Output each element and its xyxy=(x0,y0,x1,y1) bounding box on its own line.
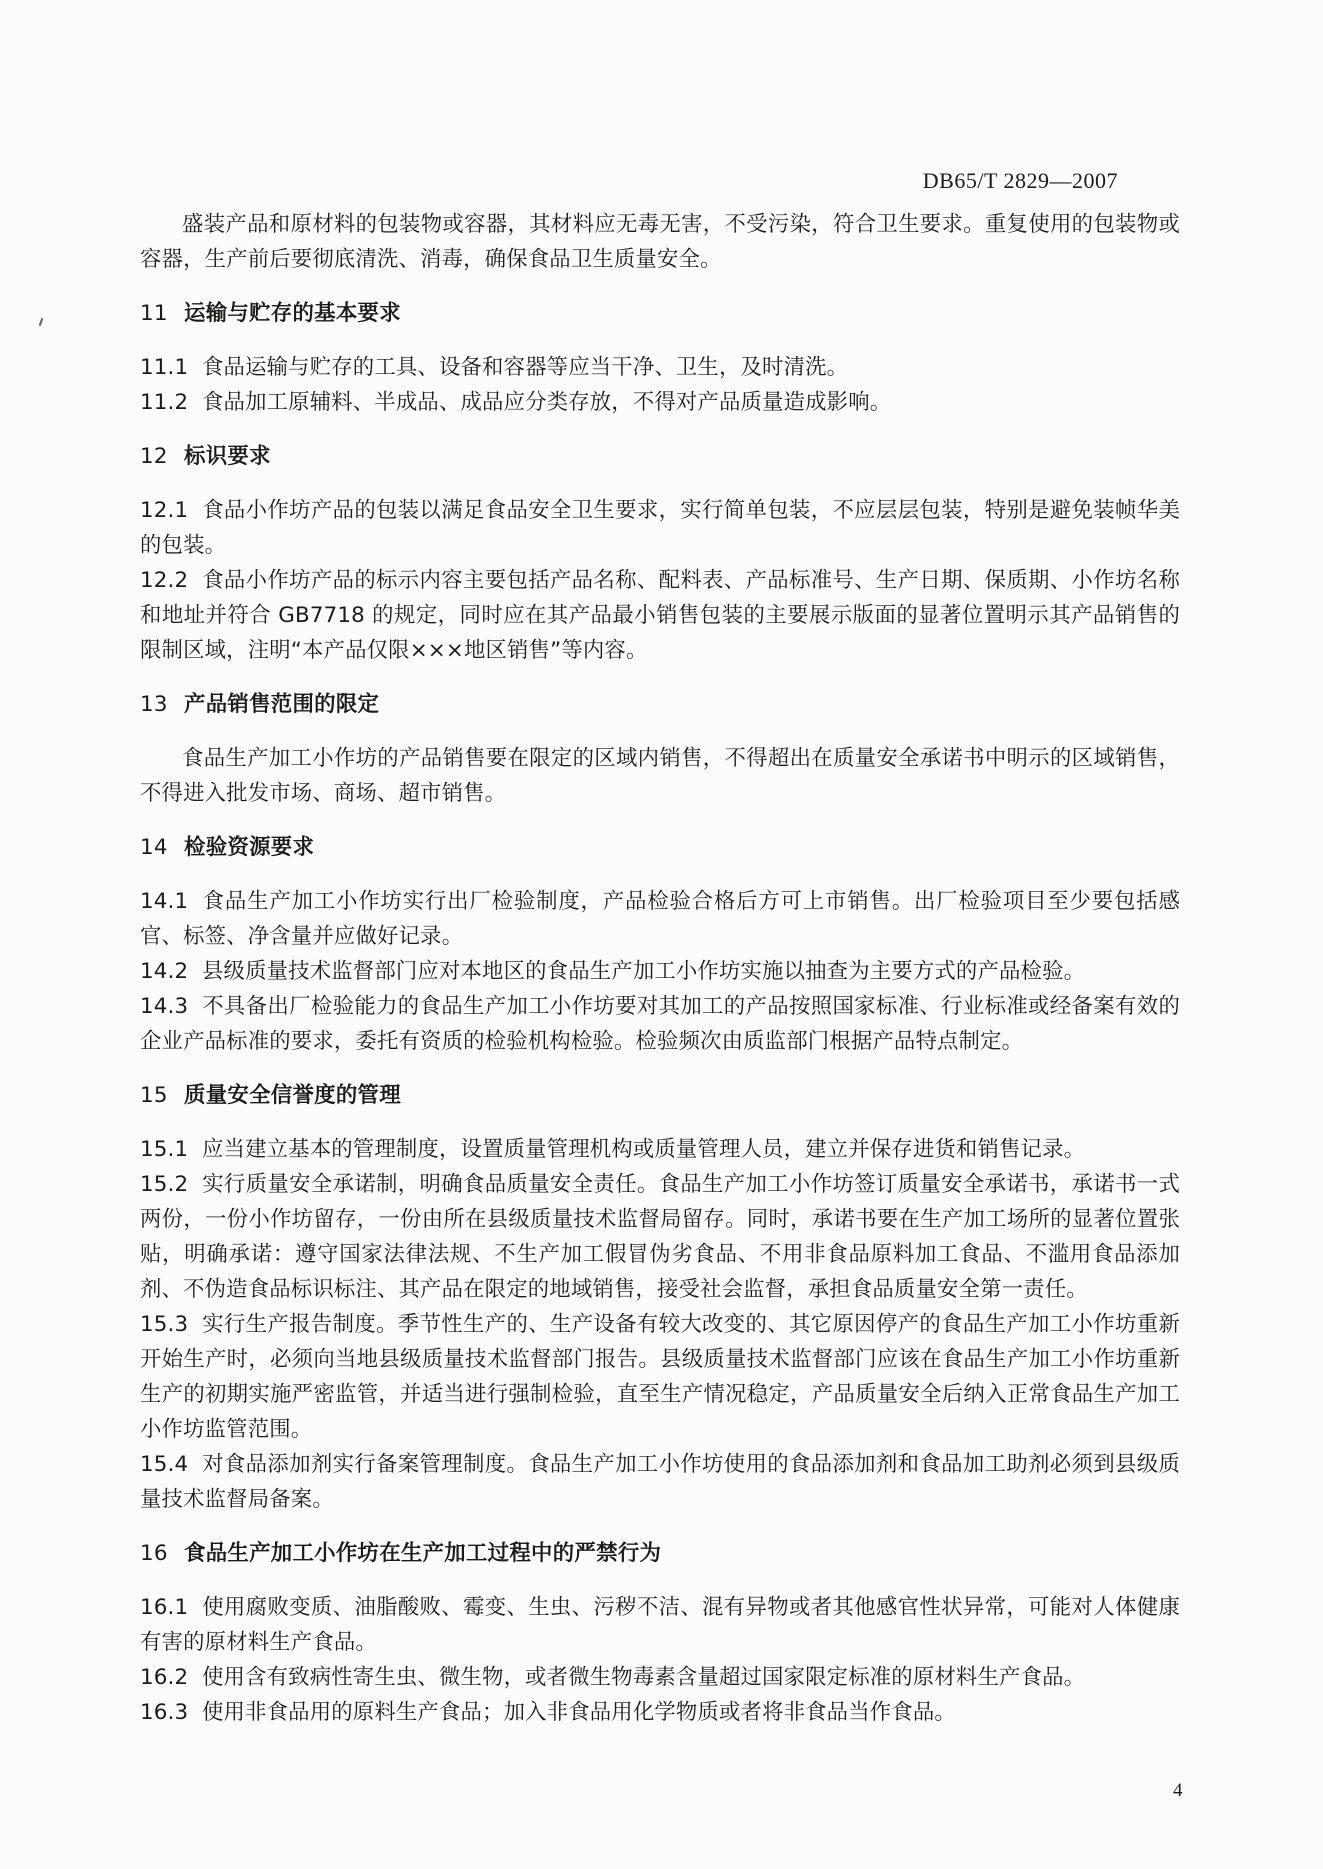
section-heading-15 xyxy=(140,1078,1180,1113)
document-code: DB65/T 2829—2007 xyxy=(922,168,1118,193)
clause-text: 食品运输与贮存的工具、设备和容器等应当干净、卫生，及时清洗。 xyxy=(202,355,849,380)
clause-text: 实行质量安全承诺制，明确食品质量安全责任。食品生产加工小作坊签订质量安全承诺书，承诺书一式两份，一份小作坊留存，一份由所在县级质量技术监督局留存。同时，承诺书要在生产加工场所的显著位置张贴，明确承诺：遵守国家法律法规、不生产加工假冒伪劣食品、不用非食品原料加工食品、不滥用食品添加剂、不伪造食品标识标注、其产品在限定的地域销售，接受社会监督，承担食品质量安全第一责任。 xyxy=(140,1172,1180,1302)
clause-11-1 xyxy=(140,350,1180,385)
clause-number: 16.1 xyxy=(140,1595,189,1620)
clause-text: 应当建立基本的管理制度，设置质量管理机构或质量管理人员，建立并保存进货和销售记录。 xyxy=(202,1137,1086,1162)
section-heading-16 xyxy=(140,1536,1180,1571)
section-number: 15 xyxy=(140,1083,168,1108)
clause-14-1 xyxy=(140,884,1180,954)
clause-number: 15.4 xyxy=(140,1452,189,1477)
clause-number: 14.2 xyxy=(140,959,189,984)
clause-16-2 xyxy=(140,1660,1180,1695)
page-number: 4 xyxy=(1173,1780,1183,1801)
clause-number: 16.2 xyxy=(140,1665,189,1690)
section-number: 14 xyxy=(140,835,168,860)
section-title: 运输与贮存的基本要求 xyxy=(184,301,401,326)
clause-text: 使用非食品用的原料生产食品；加入非食品用化学物质或者将非食品当作食品。 xyxy=(202,1700,956,1725)
clause-number: 14.3 xyxy=(140,994,189,1019)
clause-11-2 xyxy=(140,385,1180,420)
section-title: 食品生产加工小作坊在生产加工过程中的严禁行为 xyxy=(184,1541,662,1566)
intro-paragraph: 盛装产品和原材料的包装物或容器，其材料应无毒无害，不受污染，符合卫生要求。重复使用的包装物或容器，生产前后要彻底清洗、消毒，确保食品卫生质量安全。 xyxy=(140,212,1180,272)
clause-text: 对食品添加剂实行备案管理制度。食品生产加工小作坊使用的食品添加剂和食品加工助剂必须到县级质量技术监督局备案。 xyxy=(140,1452,1180,1512)
clause-text: 使用腐败变质、油脂酸败、霉变、生虫、污秽不洁、混有异物或者其他感官性状异常，可能对人体健康有害的原材料生产食品。 xyxy=(140,1595,1180,1655)
clause-text: 食品生产加工小作坊实行出厂检验制度，产品检验合格后方可上市销售。出厂检验项目至少要包括感官、标签、净含量并应做好记录。 xyxy=(140,889,1180,949)
clause-14-3 xyxy=(140,989,1180,1059)
clause-text: 县级质量技术监督部门应对本地区的食品生产加工小作坊实施以抽查为主要方式的产品检验。 xyxy=(202,959,1086,984)
clause-text: 食品小作坊产品的包装以满足食品安全卫生要求，实行简单包装，不应层层包装，特别是避免装帧华美的包装。 xyxy=(140,498,1180,558)
clause-text: 使用含有致病性寄生虫、微生物，或者微生物毒素含量超过国家限定标准的原材料生产食品。 xyxy=(202,1665,1086,1690)
clause-16-3 xyxy=(140,1695,1180,1730)
section-number: 11 xyxy=(140,301,168,326)
clause-14-2 xyxy=(140,954,1180,989)
section-number: 13 xyxy=(140,692,168,717)
clause-15-1 xyxy=(140,1132,1180,1167)
section-title: 检验资源要求 xyxy=(184,835,315,860)
clause-15-2 xyxy=(140,1167,1180,1307)
section-heading-12 xyxy=(140,439,1180,474)
clause-number: 12.1 xyxy=(140,498,189,523)
clause-number: 15.3 xyxy=(140,1312,189,1337)
clause-number: 16.3 xyxy=(140,1700,189,1725)
clause-number: 15.2 xyxy=(140,1172,189,1197)
section-title: 标识要求 xyxy=(184,444,271,469)
scan-speck xyxy=(39,318,44,326)
section-number: 12 xyxy=(140,444,168,469)
section-title: 质量安全信誉度的管理 xyxy=(184,1083,401,1108)
clause-16-1 xyxy=(140,1590,1180,1660)
section-heading-11 xyxy=(140,296,1180,331)
clause-12-1 xyxy=(140,493,1180,563)
clause-number: 11.1 xyxy=(140,355,189,380)
clause-number: 14.1 xyxy=(140,889,189,914)
clause-text: 食品加工原辅料、半成品、成品应分类存放，不得对产品质量造成影响。 xyxy=(202,390,892,415)
clause-12-2 xyxy=(140,563,1180,668)
section-number: 16 xyxy=(140,1541,168,1566)
document-body xyxy=(140,207,1180,1730)
clause-number: 11.2 xyxy=(140,390,189,415)
section-title: 产品销售范围的限定 xyxy=(184,692,380,717)
clause-text: 实行生产报告制度。季节性生产的、生产设备有较大改变的、其它原因停产的食品生产加工小作坊重新开始生产时，必须向当地县级质量技术监督部门报告。县级质量技术监督部门应该在食品生产加工小作坊重新生产的初期实施严密监管，并适当进行强制检验，直至生产情况稳定，产品质量安全后纳入正常食品生产加工小作坊监管范围。 xyxy=(140,1312,1180,1442)
clause-15-4 xyxy=(140,1447,1180,1517)
section-13-paragraph: 食品生产加工小作坊的产品销售要在限定的区域内销售，不得超出在质量安全承诺书中明示的区域销售，不得进入批发市场、商场、超市销售。 xyxy=(140,746,1180,806)
clause-15-3 xyxy=(140,1307,1180,1447)
clause-number: 15.1 xyxy=(140,1137,189,1162)
clause-text: 食品小作坊产品的标示内容主要包括产品名称、配料表、产品标准号、生产日期、保质期、小作坊名称和地址并符合 GB7718 的规定，同时应在其产品最小销售包装的主要展示版面的显著位置明示其产品销售的限制区域，注明“本产品仅限×××地区销售”等内容。 xyxy=(140,568,1180,663)
section-heading-13 xyxy=(140,687,1180,722)
section-heading-14 xyxy=(140,830,1180,865)
clause-number: 12.2 xyxy=(140,568,189,593)
clause-text: 不具备出厂检验能力的食品生产加工小作坊要对其加工的产品按照国家标准、行业标准或经备案有效的企业产品标准的要求，委托有资质的检验机构检验。检验频次由质监部门根据产品特点制定。 xyxy=(140,994,1180,1054)
